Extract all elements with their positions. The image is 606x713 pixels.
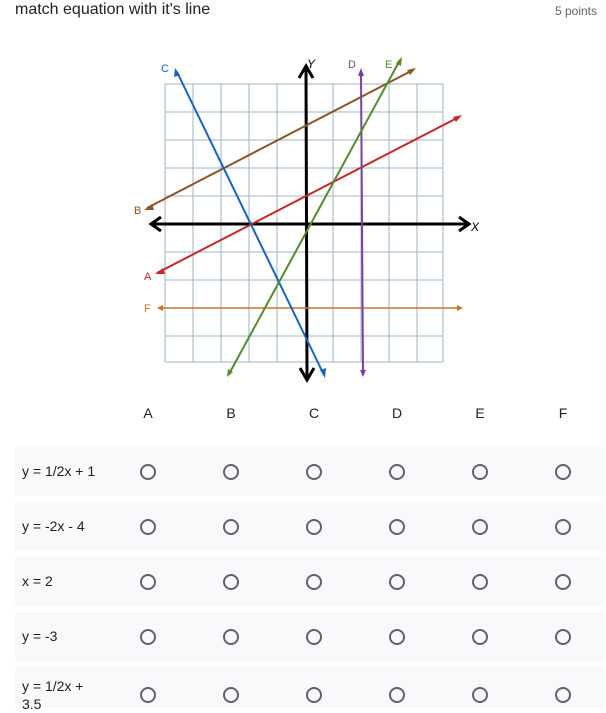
radio-option[interactable] xyxy=(140,519,156,535)
radio-option[interactable] xyxy=(389,464,405,480)
line-label-b: B xyxy=(134,205,142,217)
column-header-e: E xyxy=(475,405,485,421)
column-header-f: F xyxy=(558,405,568,421)
radio-option[interactable] xyxy=(140,574,156,590)
question-header xyxy=(0,0,606,30)
radio-option[interactable] xyxy=(555,687,571,703)
radio-option[interactable] xyxy=(306,574,322,590)
points-badge: 5 points xyxy=(554,4,597,18)
radio-option[interactable] xyxy=(223,629,239,645)
row-label: y = 1/2x + 1 xyxy=(22,463,96,479)
radio-option[interactable] xyxy=(472,464,488,480)
radio-option[interactable] xyxy=(555,464,571,480)
row-label: y = -3 xyxy=(22,628,58,644)
grid-row xyxy=(15,502,605,551)
line-label-e: E xyxy=(385,59,393,71)
column-header-b: B xyxy=(226,405,236,421)
radio-option[interactable] xyxy=(555,519,571,535)
grid-row xyxy=(15,447,605,496)
radio-option[interactable] xyxy=(472,629,488,645)
radio-option[interactable] xyxy=(140,687,156,703)
radio-option[interactable] xyxy=(223,687,239,703)
graph-axes xyxy=(151,66,469,380)
grid-row xyxy=(15,612,605,661)
line-label-a: A xyxy=(144,271,152,283)
line-a xyxy=(155,115,462,274)
column-header-c: C xyxy=(308,405,320,421)
column-header-a: A xyxy=(143,405,153,421)
radio-option[interactable] xyxy=(306,687,322,703)
grid-row xyxy=(15,667,605,712)
row-label: y = -2x - 4 xyxy=(22,518,85,534)
radio-option[interactable] xyxy=(223,574,239,590)
radio-option[interactable] xyxy=(223,519,239,535)
radio-option[interactable] xyxy=(140,629,156,645)
row-label: y = 1/2x + 3.5 xyxy=(22,678,84,712)
radio-option[interactable] xyxy=(389,574,405,590)
radio-option[interactable] xyxy=(306,629,322,645)
line-e xyxy=(227,57,402,377)
row-label: x = 2 xyxy=(22,573,53,589)
x-axis-label: X xyxy=(471,220,480,234)
radio-option[interactable] xyxy=(472,519,488,535)
radio-option[interactable] xyxy=(306,519,322,535)
line-label-f: F xyxy=(144,303,151,315)
question-title: match equation with it's line xyxy=(15,1,211,18)
radio-option[interactable] xyxy=(389,687,405,703)
line-label-d: D xyxy=(348,59,356,71)
radio-option[interactable] xyxy=(223,464,239,480)
radio-option[interactable] xyxy=(555,574,571,590)
radio-option[interactable] xyxy=(306,464,322,480)
radio-option[interactable] xyxy=(140,464,156,480)
radio-option[interactable] xyxy=(472,687,488,703)
column-header-d: D xyxy=(391,405,403,421)
y-axis-label: Y xyxy=(307,57,316,71)
radio-option[interactable] xyxy=(389,519,405,535)
line-graph-image xyxy=(125,50,485,390)
grid-row xyxy=(15,557,605,606)
radio-option[interactable] xyxy=(555,629,571,645)
radio-option[interactable] xyxy=(472,574,488,590)
radio-option[interactable] xyxy=(389,629,405,645)
line-label-c: C xyxy=(161,63,169,75)
